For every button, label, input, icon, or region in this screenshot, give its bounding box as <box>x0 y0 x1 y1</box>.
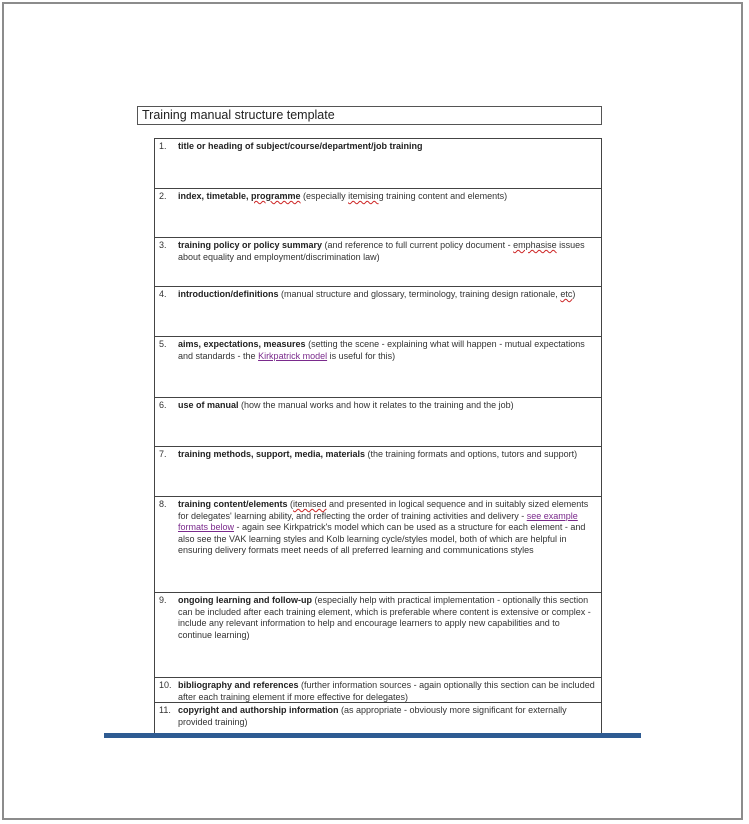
row-text <box>178 191 595 237</box>
row-heading: training content/elements <box>178 499 288 509</box>
row-heading: aims, expectations, measures <box>178 339 306 349</box>
row-text <box>178 400 595 446</box>
row-detail: (further information sources - again optionally this section can be included after each training element if more effective for delegates) <box>178 680 595 702</box>
document-title: Training manual structure template <box>137 106 602 125</box>
row-detail: and presented in logical sequence and in suitably sized elements for delegates' learning ability, and reflecting the order of training activities and delivery - <box>178 499 589 521</box>
row-text <box>178 289 595 336</box>
row-heading: introduction/definitions <box>178 289 279 299</box>
row-detail: training content and elements) <box>383 191 508 201</box>
kirkpatrick-model-link[interactable]: Kirkpatrick model <box>258 350 328 361</box>
table-row <box>155 237 601 286</box>
row-number: 2. <box>159 191 167 201</box>
structure-table <box>154 138 602 733</box>
row-number: 7. <box>159 449 167 459</box>
row-number: 5. <box>159 339 167 349</box>
row-heading: use of manual <box>178 400 239 410</box>
row-heading: bibliography and references <box>178 680 299 690</box>
table-row <box>155 138 601 188</box>
row-number: 4. <box>159 289 167 299</box>
row-detail: issues about equality and employment/discrimination law) <box>178 240 585 262</box>
example-formats-link[interactable]: see example formats below <box>178 510 578 532</box>
row-number: 6. <box>159 400 167 410</box>
row-text <box>178 499 595 592</box>
row-detail: (the training formats and options, tutors and support) <box>365 449 578 459</box>
row-number: 1. <box>159 141 167 151</box>
spelling-flagged-word: programme <box>251 191 301 201</box>
spelling-flagged-word: itemised <box>293 499 327 509</box>
row-number: 8. <box>159 499 167 509</box>
table-row <box>155 397 601 446</box>
row-text <box>178 240 595 286</box>
row-detail: (as appropriate - obviously more significant for externally provided training) <box>178 705 567 727</box>
row-heading: training methods, support, media, materials <box>178 449 366 459</box>
row-heading: title or heading of subject/course/department/job training <box>178 141 423 151</box>
spelling-flagged-word: itemising <box>348 191 384 201</box>
table-row <box>155 188 601 237</box>
row-number: 3. <box>159 240 167 250</box>
row-detail: (how the manual works and how it relates to the training and the job) <box>238 400 514 410</box>
table-row <box>155 677 601 702</box>
row-text <box>178 449 595 496</box>
row-detail: - again see Kirkpatrick's model which can be used as a structure for each element - and also see the VAK learning styles and Kolb learning cycle/styles model, both of which are helpful in ensuring delivery formats meet needs of all preferred learning and communications styles <box>178 522 586 555</box>
row-heading: training policy or policy summary <box>178 240 323 250</box>
row-detail: (and reference to full current policy document - <box>322 240 514 250</box>
row-detail: (especially <box>300 191 349 201</box>
row-number: 10. <box>159 680 172 690</box>
row-detail: ( <box>287 499 294 509</box>
table-row <box>155 592 601 677</box>
row-detail: (especially help with practical implementation - optionally this section can be included after each training element, which is preferable where content is extensive or complex - include any relevant information to help and encourage learners to apply new capabilities and to continue learning) <box>178 595 591 640</box>
row-text <box>178 595 595 677</box>
table-row <box>155 286 601 336</box>
row-heading: ongoing learning and follow-up <box>178 595 312 605</box>
row-text <box>178 705 595 733</box>
table-row <box>155 702 601 733</box>
spelling-flagged-word: etc <box>560 289 573 299</box>
table-row <box>155 336 601 397</box>
footer-bar <box>104 733 641 738</box>
table-row <box>155 496 601 592</box>
row-detail: ) <box>572 289 576 299</box>
row-number: 11. <box>159 705 171 715</box>
row-detail: (manual structure and glossary, terminology, training design rationale, <box>278 289 561 299</box>
row-number: 9. <box>159 595 167 605</box>
row-heading: copyright and authorship information <box>178 705 339 715</box>
spelling-flagged-word: emphasise <box>513 240 557 250</box>
row-text <box>178 339 595 397</box>
row-detail: (setting the scene - explaining what will happen - mutual expectations and standards - the <box>178 339 585 361</box>
row-text <box>178 680 595 702</box>
row-heading: index, timetable, <box>178 191 252 201</box>
table-row <box>155 446 601 496</box>
row-detail: is useful for this) <box>327 350 396 361</box>
row-text <box>178 141 595 188</box>
